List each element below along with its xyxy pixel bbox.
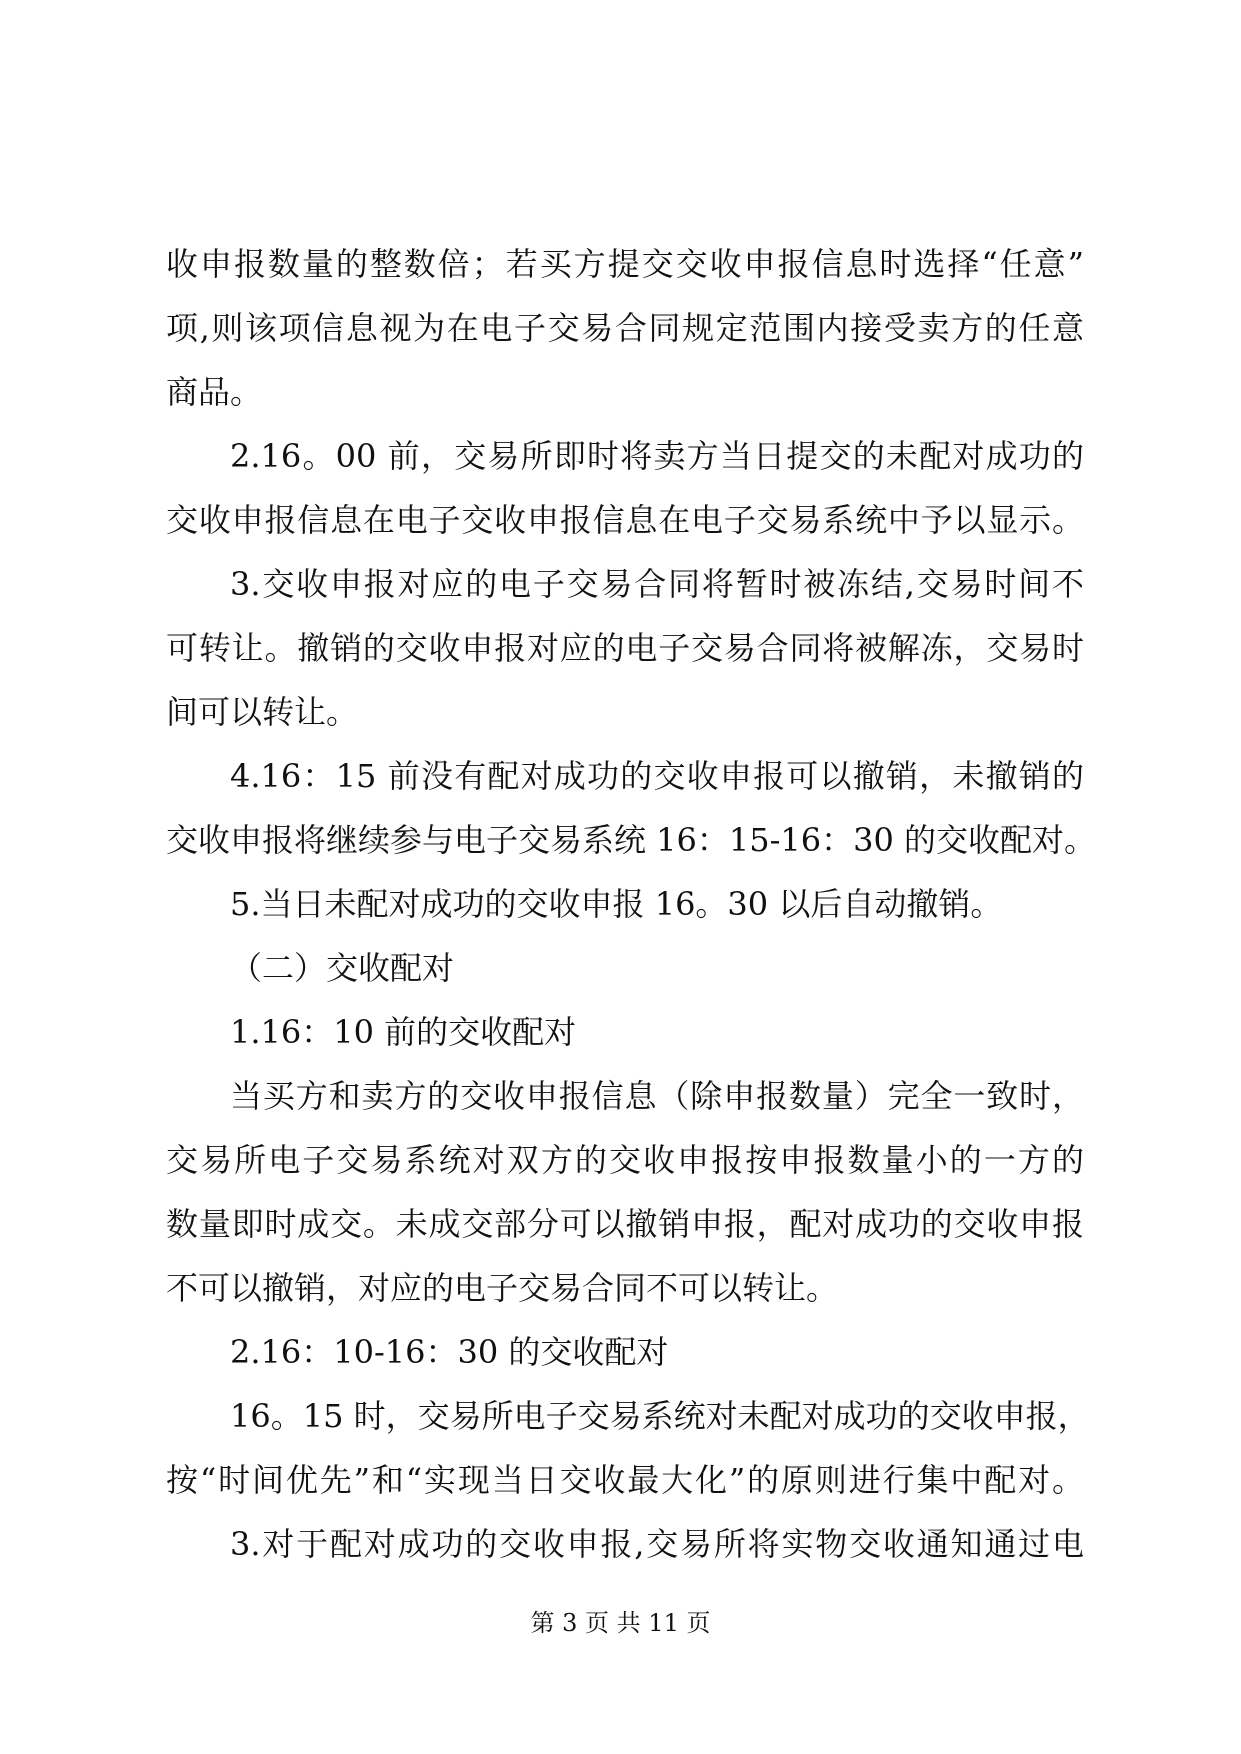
text-line: 2.16。00 前，交易所即时将卖方当日提交的未配对成功的 [230,437,1084,475]
text-line: 3.交收申报对应的电子交易合同将暂时被冻结,交易时间不 [230,565,1084,603]
section-heading: （二）交收配对 [230,949,455,987]
page-number-footer: 第 3 页 共 11 页 [530,1609,711,1637]
text-line: 不可以撤销，对应的电子交易合同不可以转让。 [166,1269,839,1307]
subsection-heading: 1.16：10 前的交收配对 [230,1013,577,1051]
text-line: 收申报数量的整数倍；若买方提交交收申报信息时选择“任意” [166,245,1084,283]
text-line: 当买方和卖方的交收申报信息（除申报数量）完全一致时， [230,1077,1084,1115]
text-line: 交收申报信息在电子交收申报信息在电子交易系统中予以显示。 [166,501,1084,539]
subsection-heading: 2.16：10-16：30 的交收配对 [230,1333,669,1371]
text-line: 按“时间优先”和“实现当日交收最大化”的原则进行集中配对。 [166,1461,1084,1499]
text-line: 可转让。撤销的交收申报对应的电子交易合同将被解冻，交易时 [166,629,1084,667]
text-line: 数量即时成交。未成交部分可以撤销申报，配对成功的交收申报 [166,1205,1084,1243]
text-line: 交易所电子交易系统对双方的交收申报按申报数量小的一方的 [166,1141,1084,1179]
text-line: 项,则该项信息视为在电子交易合同规定范围内接受卖方的任意 [166,309,1084,347]
text-line: 5.当日未配对成功的交收申报 16。30 以后自动撤销。 [230,885,1003,923]
document-body [166,232,1097,1576]
text-line: 交收申报将继续参与电子交易系统 16：15-16：30 的交收配对。 [166,821,1097,859]
text-line: 间可以转让。 [166,693,359,731]
text-line: 3.对于配对成功的交收申报,交易所将实物交收通知通过电 [230,1525,1084,1563]
text-line: 商品。 [166,373,263,411]
text-line: 4.16：15 前没有配对成功的交收申报可以撤销，未撤销的 [230,757,1084,795]
text-line: 16。15 时，交易所电子交易系统对未配对成功的交收申报， [230,1397,1090,1435]
